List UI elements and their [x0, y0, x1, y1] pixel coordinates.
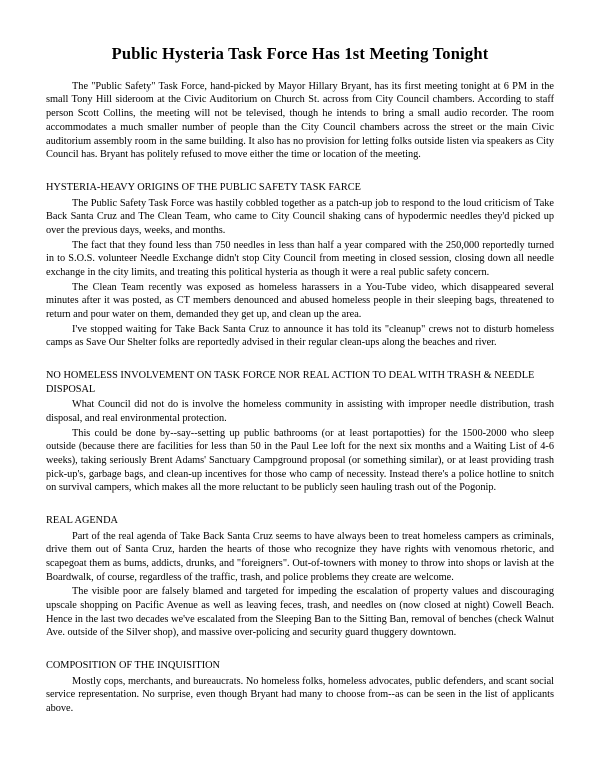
document-body [46, 80, 554, 716]
page-title: Public Hysteria Task Force Has 1st Meeting Tonight [111, 44, 489, 63]
body-paragraph: Part of the real agenda of Take Back Santa Cruz seems to have always been to treat homeless campers as criminals, drive them out of Santa Cruz, harden the hearts of those who recognize they have rights with venomous rhetoric, and scapegoat them as bums, addicts, drunks, and "foreigners". Out-of-towners with money to throw into shops or lavish at the Boardwalk, of course, regardless of the traffic, trash, and police problems they create are welcome. [46, 530, 554, 583]
section-heading: REAL AGENDA [46, 515, 118, 527]
body-paragraph: The visible poor are falsely blamed and targeted for impeding the escalation of property values and discouraging upscale shopping on Pacific Avenue as well as leaving feces, trash, and needles on (now closed at night) Cowell Beach. Hence in the last two decades we've escalated from the Sleeping Ban to the Sitting Ban, removal of benches (check Walnut Ave. outside of the Silver shop), and massive over-policing and security guard thuggery downtown. [46, 586, 554, 639]
section-heading: COMPOSITION OF THE INQUISITION [46, 660, 220, 672]
section-heading: NO HOMELESS INVOLVEMENT ON TASK FORCE NOR REAL ACTION TO DEAL WITH TRASH & NEEDLE DISPOSAL [46, 370, 535, 395]
body-paragraph: The Public Safety Task Force was hastily cobbled together as a patch-up job to respond to the loud criticism of Take Back Santa Cruz and The Clean Team, who came to City Council shaking cans of hypodermic needles they'd picked up over the previous days, weeks, and months. [46, 197, 554, 236]
body-paragraph: What Council did not do is involve the homeless community in assisting with improper needle distribution, trash disposal, and real environmental protection. [46, 399, 554, 424]
section-heading: HYSTERIA-HEAVY ORIGINS OF THE PUBLIC SAFETY TASK FARCE [46, 181, 361, 193]
section-gap [46, 163, 554, 170]
body-paragraph: The Clean Team recently was exposed as homeless harassers in a You-Tube video, which disappeared several minutes after it was posted, as CT members denounced and abused homeless people in their sleeping bags, threatened to return and pour water on them, demanded they get up, and clean up the area. [46, 281, 554, 320]
body-paragraph: The fact that they found less than 750 needles in less than half a year compared with the 250,000 reportedly turned in to S.O.S. volunteer Needle Exchange didn't stop City Council from meeting in closed session, closing down all needle exchange in the city limits, and treating this political hysteria as though it were a real public safety concern. [46, 239, 554, 278]
body-paragraph: The "Public Safety" Task Force, hand-picked by Mayor Hillary Bryant, has its first meeting tonight at 6 PM in the small Tony Hill sideroom at the Civic Auditorium on Church St. across from City Council chambers. According to staff person Scott Collins, the meeting will not be televised, though he intends to bring a small audio recorder. The room accommodates a much smaller number of people than the City Council chambers across the street or the main Civic auditorium assembly room in the same building. It also has no provision for letting folks outside listen via speakers as City Council has. Bryant has politely refused to move either the time or location of the meeting. [46, 80, 554, 161]
body-paragraph: Mostly cops, merchants, and bureaucrats. No homeless folks, homeless advocates, public defenders, and scant social service representation. No surprise, even though Bryant had many to choose from--as can be seen in the list of applicants above. [46, 675, 554, 715]
section-gap [46, 496, 554, 503]
section-gap [46, 641, 554, 648]
body-paragraph: I've stopped waiting for Take Back Santa Cruz to announce it has told its "cleanup" crews not to disturb homeless camps as Save Our Shelter folks are reportedly advised in their regular clean-ups along the beaches and river. [46, 323, 554, 349]
section-gap [46, 351, 554, 358]
body-paragraph: This could be done by--say--setting up public bathrooms (or at least portapotties) for the 1500-2000 who sleep outside (because there are facilities for less than 50 in the Paul Lee loft for the next six months and a Waiting List of 4-6 weeks), taking seriously Brent Adams' Sanctuary Campground proposal (or something similar), or at least providing trash pick-up's, garbage bags, and clean-up incentives for those who camp of necessity. Instead there's a police hotline to snitch on survival campers, which makes all the more reluctant to be publicly seen hauling trash out of the Pogonip. [46, 427, 554, 494]
